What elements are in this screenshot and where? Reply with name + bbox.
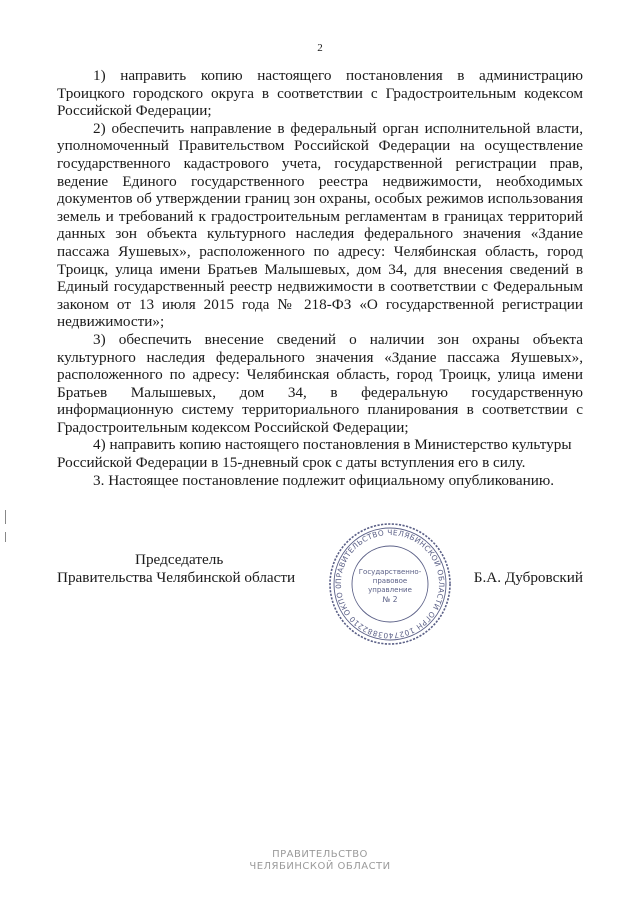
list-item-1: 1) направить копию настоящего постановления в администрацию Троицкого городского округа в соответствии с Градостроительным кодексом Российской Федерации;: [57, 67, 583, 120]
page-number: 2: [317, 42, 323, 54]
signatory-title-line2: Правительства Челябинской области: [57, 569, 296, 586]
official-seal-stamp: [328, 522, 452, 646]
seal-inner-line1: Государственно-: [358, 568, 422, 576]
list-item-2: 2) обеспечить направление в федеральный орган исполнительной власти, уполномоченный Правительством Российской Федерации на осуществление государственного кадастрового учета, государственной регистрации прав, ведение Единого государственного реестра недвижимости, необходимых документов об утверждении границ зон охраны, особых режимов использования земель и требований к градостроительным регламентам в границах территорий данных зон объекта культурного наследия федерального значения «Здание пассажа Яушевых», расположенного по адресу: Челябинская область, город Троицк, улица имени Братьев Малышевых, дом 34, для внесения сведений в Единый государственный реестр недвижимости в соответствии с Федеральным законом от 13 июля 2015 года № 218-ФЗ «О государственной регистрации недвижимости»;: [57, 119, 583, 331]
section-3-paragraph: 3. Настоящее постановление подлежит официальному опубликованию.: [93, 471, 555, 489]
seal-inner-line2: правовое: [372, 577, 408, 585]
footer-watermark-line2: ЧЕЛЯБИНСКОЙ ОБЛАСТИ: [249, 861, 391, 872]
list-item-4: 4) направить копию настоящего постановления в Министерство культуры Российской Федерации в 15-дневный срок с даты вступления его в силу.: [57, 436, 572, 472]
signatory-name: Б.А. Дубровский: [473, 569, 583, 586]
seal-inner-line4: № 2: [382, 595, 398, 604]
seal-graphic: [328, 522, 452, 646]
footer-watermark-line1: ПРАВИТЕЛЬСТВО: [272, 849, 368, 860]
seal-outer-text: ПРАВИТЕЛЬСТВО ЧЕЛЯБИНСКОЙ ОБЛАСТИ ОГРН 1027403882210 ОКПО 0: [333, 527, 447, 641]
list-item-3: 3) обеспечить внесение сведений о наличии зон охраны объекта культурного наследия федерального значения «Здание пассажа Яушевых», расположенного по адресу: Челябинская область, город Троицк, улица имени Братьев Малышевых, дом 34, в федеральную государственную информационную систему территориального планирования в соответствии с Градостроительным кодексом Российской Федерации;: [57, 330, 583, 436]
footer-watermark: [0, 849, 640, 873]
signatory-title-line1: Председатель: [135, 551, 224, 568]
signature-block: [57, 548, 583, 668]
seal-inner-line3: управление: [368, 586, 412, 594]
margin-mark: [5, 510, 6, 524]
margin-mark: [5, 532, 6, 542]
document-body: [57, 67, 583, 489]
